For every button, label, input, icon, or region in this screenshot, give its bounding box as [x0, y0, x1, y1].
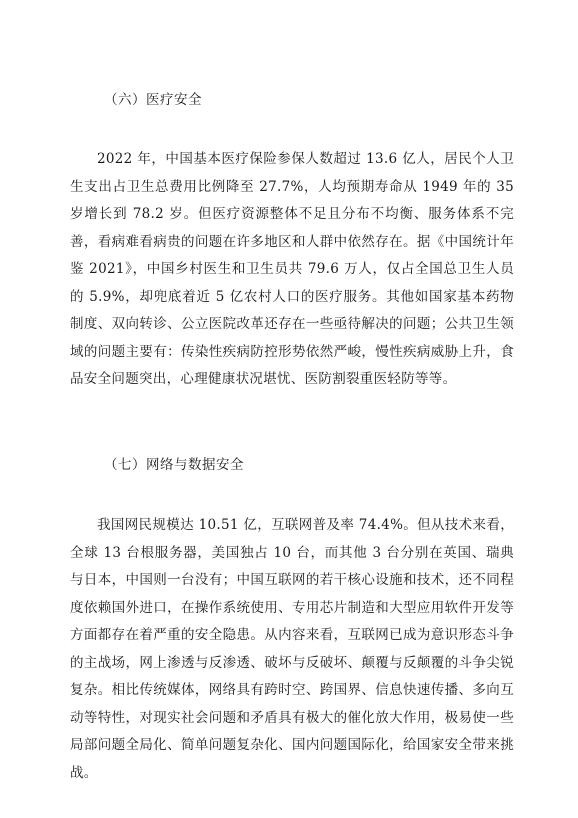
- section-heading-medical-security: （六）医疗安全: [104, 92, 202, 108]
- section-paragraph-network-data-security: 我国网民规模达 10.51 亿，互联网普及率 74.4%。但从技术来看，全球 13 台根服务器，美国独占 10 台，而其他 3 台分别在英国、瑞典与日本，中国则一台没有；中国互联网的若干核心设施和技术，还不同程度依赖国外进口，在操作系统使用、专用芯片制造和大型应用软件开发等方面都存在着严重的安全隐患。从内容来看，互联网已成为意识形态斗争的主战场，网上渗透与反渗透、破坏与反破坏、颠覆与反颠覆的斗争尖锐复杂。相比传统媒体，网络具有跨时空、跨国界、信息快速传播、多向互动等特性，对现实社会问题和矛盾具有极大的催化放大作用，极易使一些局部问题全局化、简单问题复杂化、国内问题国际化，给国家安全带来挑战。: [70, 517, 514, 781]
- section-paragraph-medical-security: 2022 年，中国基本医疗保险参保人数超过 13.6 亿人，居民个人卫生支出占卫生总费用比例降至 27.7%，人均预期寿命从 1949 年的 35 岁增长到 78.2 岁。但医疗资源整体不足且分布不均衡、服务体系不完善，看病难看病贵的问题在许多地区和人群中依然存在。据《中国统计年鉴 2021》，中国乡村医生和卫生员共 79.6 万人，仅占全国总卫生人员的 5.9%，却兜底着近 5 亿农村人口的医疗服务。其他如国家基本药物制度、双向转诊、公立医院改革还存在一些亟待解决的问题；公共卫生领域的问题主要有：传染性疾病防控形势依然严峻，慢性疾病威胁上升，食品安全问题突出，心理健康状况堪忧、医防割裂重医轻防等等。: [70, 151, 514, 387]
- section-heading-network-data-security: （七）网络与数据安全: [104, 457, 244, 473]
